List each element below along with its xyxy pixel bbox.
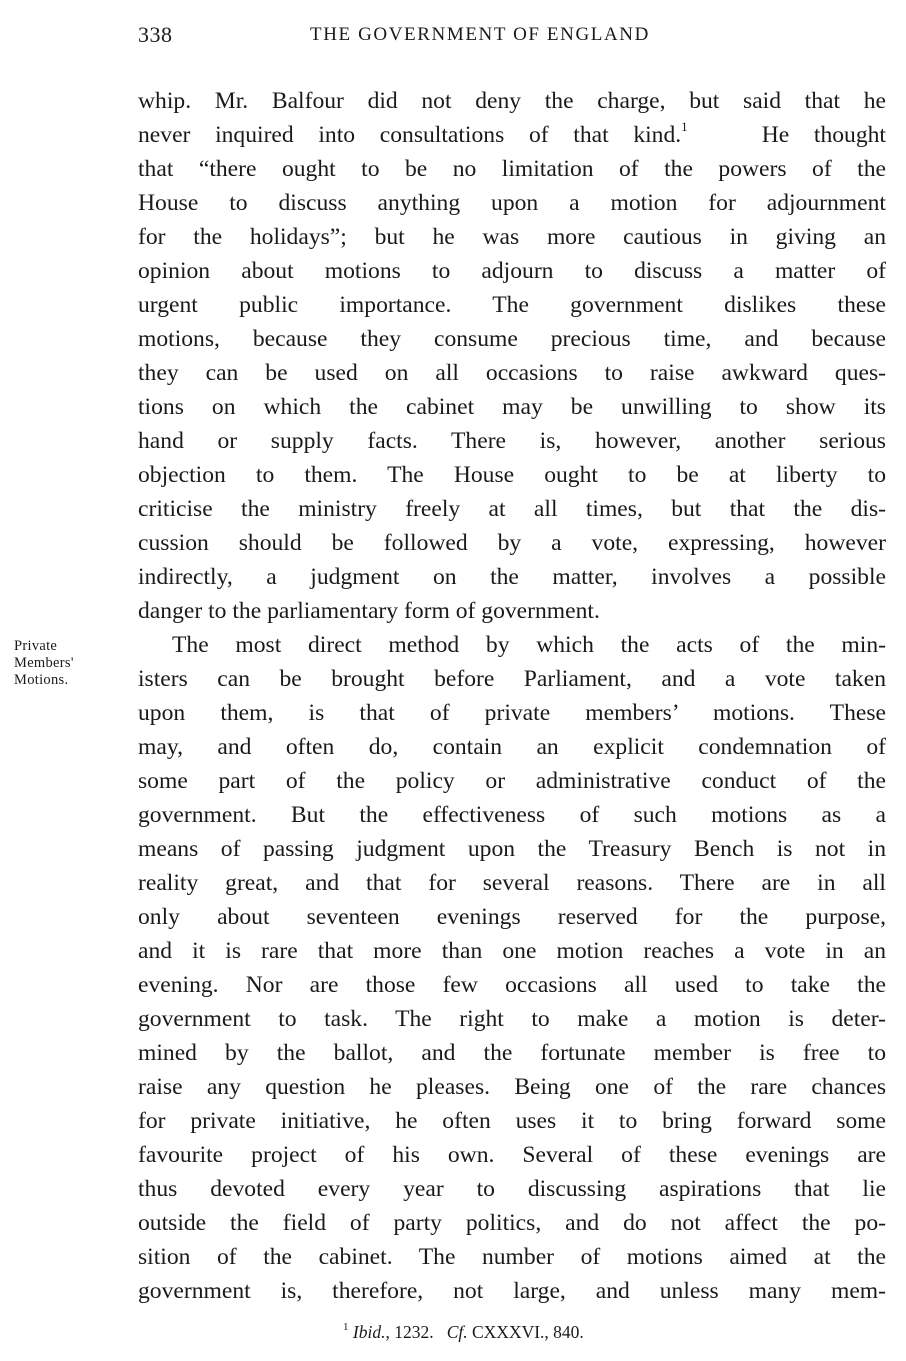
text-line: [138, 118, 886, 152]
footnote-cf: Cf.: [446, 1322, 468, 1342]
text-line: government to task. The right to make a motion is deter-: [138, 1006, 886, 1032]
margin-note-line: Private: [14, 638, 58, 654]
footnote-volume-ref: CXXXVI., 840.: [472, 1322, 584, 1342]
text-line: only about seventeen evenings reserved for the purpose,: [138, 904, 886, 930]
text-line: whip. Mr. Balfour did not deny the charge, but said that he: [138, 88, 886, 114]
text-line: reality great, and that for several reasons. There are in all: [138, 870, 886, 896]
text-line: hand or supply facts. There is, however, another serious: [138, 428, 886, 454]
footnote: [343, 1322, 584, 1343]
margin-note: [14, 638, 114, 689]
text-line: evening. Nor are those few occasions all used to take the: [138, 972, 886, 998]
page-number: 338: [138, 22, 173, 47]
text-line: criticise the ministry freely at all times, but that the dis-: [138, 496, 886, 522]
text-line: some part of the policy or administrative conduct of the: [138, 768, 886, 794]
text-line: for private initiative, he often uses it to bring forward some: [138, 1108, 886, 1134]
text-line: House to discuss anything upon a motion for adjournment: [138, 190, 886, 216]
text-line: government. But the effectiveness of such motions as a: [138, 802, 886, 828]
text-line: objection to them. The House ought to be at liberty to: [138, 462, 886, 488]
text-line: outside the field of party politics, and do not affect the po-: [138, 1210, 886, 1236]
text-line: means of passing judgment upon the Treasury Bench is not in: [138, 836, 886, 862]
text-line: and it is rare that more than one motion reaches a vote in an: [138, 938, 886, 964]
footnote-page-ref: , 1232.: [385, 1322, 434, 1342]
text-line: isters can be brought before Parliament, and a vote taken: [138, 666, 886, 692]
text-line: favourite project of his own. Several of these evenings are: [138, 1142, 886, 1168]
footnote-ibid: Ibid.: [352, 1322, 386, 1342]
text-line: upon them, is that of private members’ motions. These: [138, 700, 886, 726]
text-line: tions on which the cabinet may be unwilling to show its: [138, 394, 886, 420]
text-line: may, and often do, contain an explicit condemnation of: [138, 734, 886, 760]
text-line: government is, therefore, not large, and unless many mem-: [138, 1278, 886, 1304]
text-line: sition of the cabinet. The number of motions aimed at the: [138, 1244, 886, 1270]
text-fragment: never inquired into consultations of that kind.: [138, 122, 682, 148]
text-line: indirectly, a judgment on the matter, involves a possible: [138, 564, 886, 590]
body-text: [138, 84, 886, 1308]
margin-note-line: Members': [14, 655, 74, 671]
text-line: raise any question he pleases. Being one of the rare chances: [138, 1074, 886, 1100]
text-line: thus devoted every year to discussing aspirations that lie: [138, 1176, 886, 1202]
text-line: motions, because they consume precious time, and because: [138, 326, 886, 352]
text-line: cussion should be followed by a vote, expressing, however: [138, 530, 886, 556]
text-line: danger to the parliamentary form of government.: [138, 598, 600, 624]
text-fragment: He thought: [761, 122, 886, 148]
text-line: they can be used on all occasions to raise awkward ques-: [138, 360, 886, 386]
footnote-ref: 1: [681, 119, 688, 135]
margin-note-line: Motions.: [14, 672, 69, 688]
running-title: THE GOVERNMENT OF ENGLAND: [310, 24, 650, 45]
footnote-marker: 1: [343, 1321, 349, 1334]
text-line: opinion about motions to adjourn to discuss a matter of: [138, 258, 886, 284]
text-line: mined by the ballot, and the fortunate member is free to: [138, 1040, 886, 1066]
text-line: urgent public importance. The government dislikes these: [138, 292, 886, 318]
text-line: The most direct method by which the acts of the min-: [172, 632, 886, 658]
text-line: that “there ought to be no limitation of the powers of the: [138, 156, 886, 182]
text-line: for the holidays”; but he was more cautious in giving an: [138, 224, 886, 250]
page-header: [138, 22, 888, 52]
